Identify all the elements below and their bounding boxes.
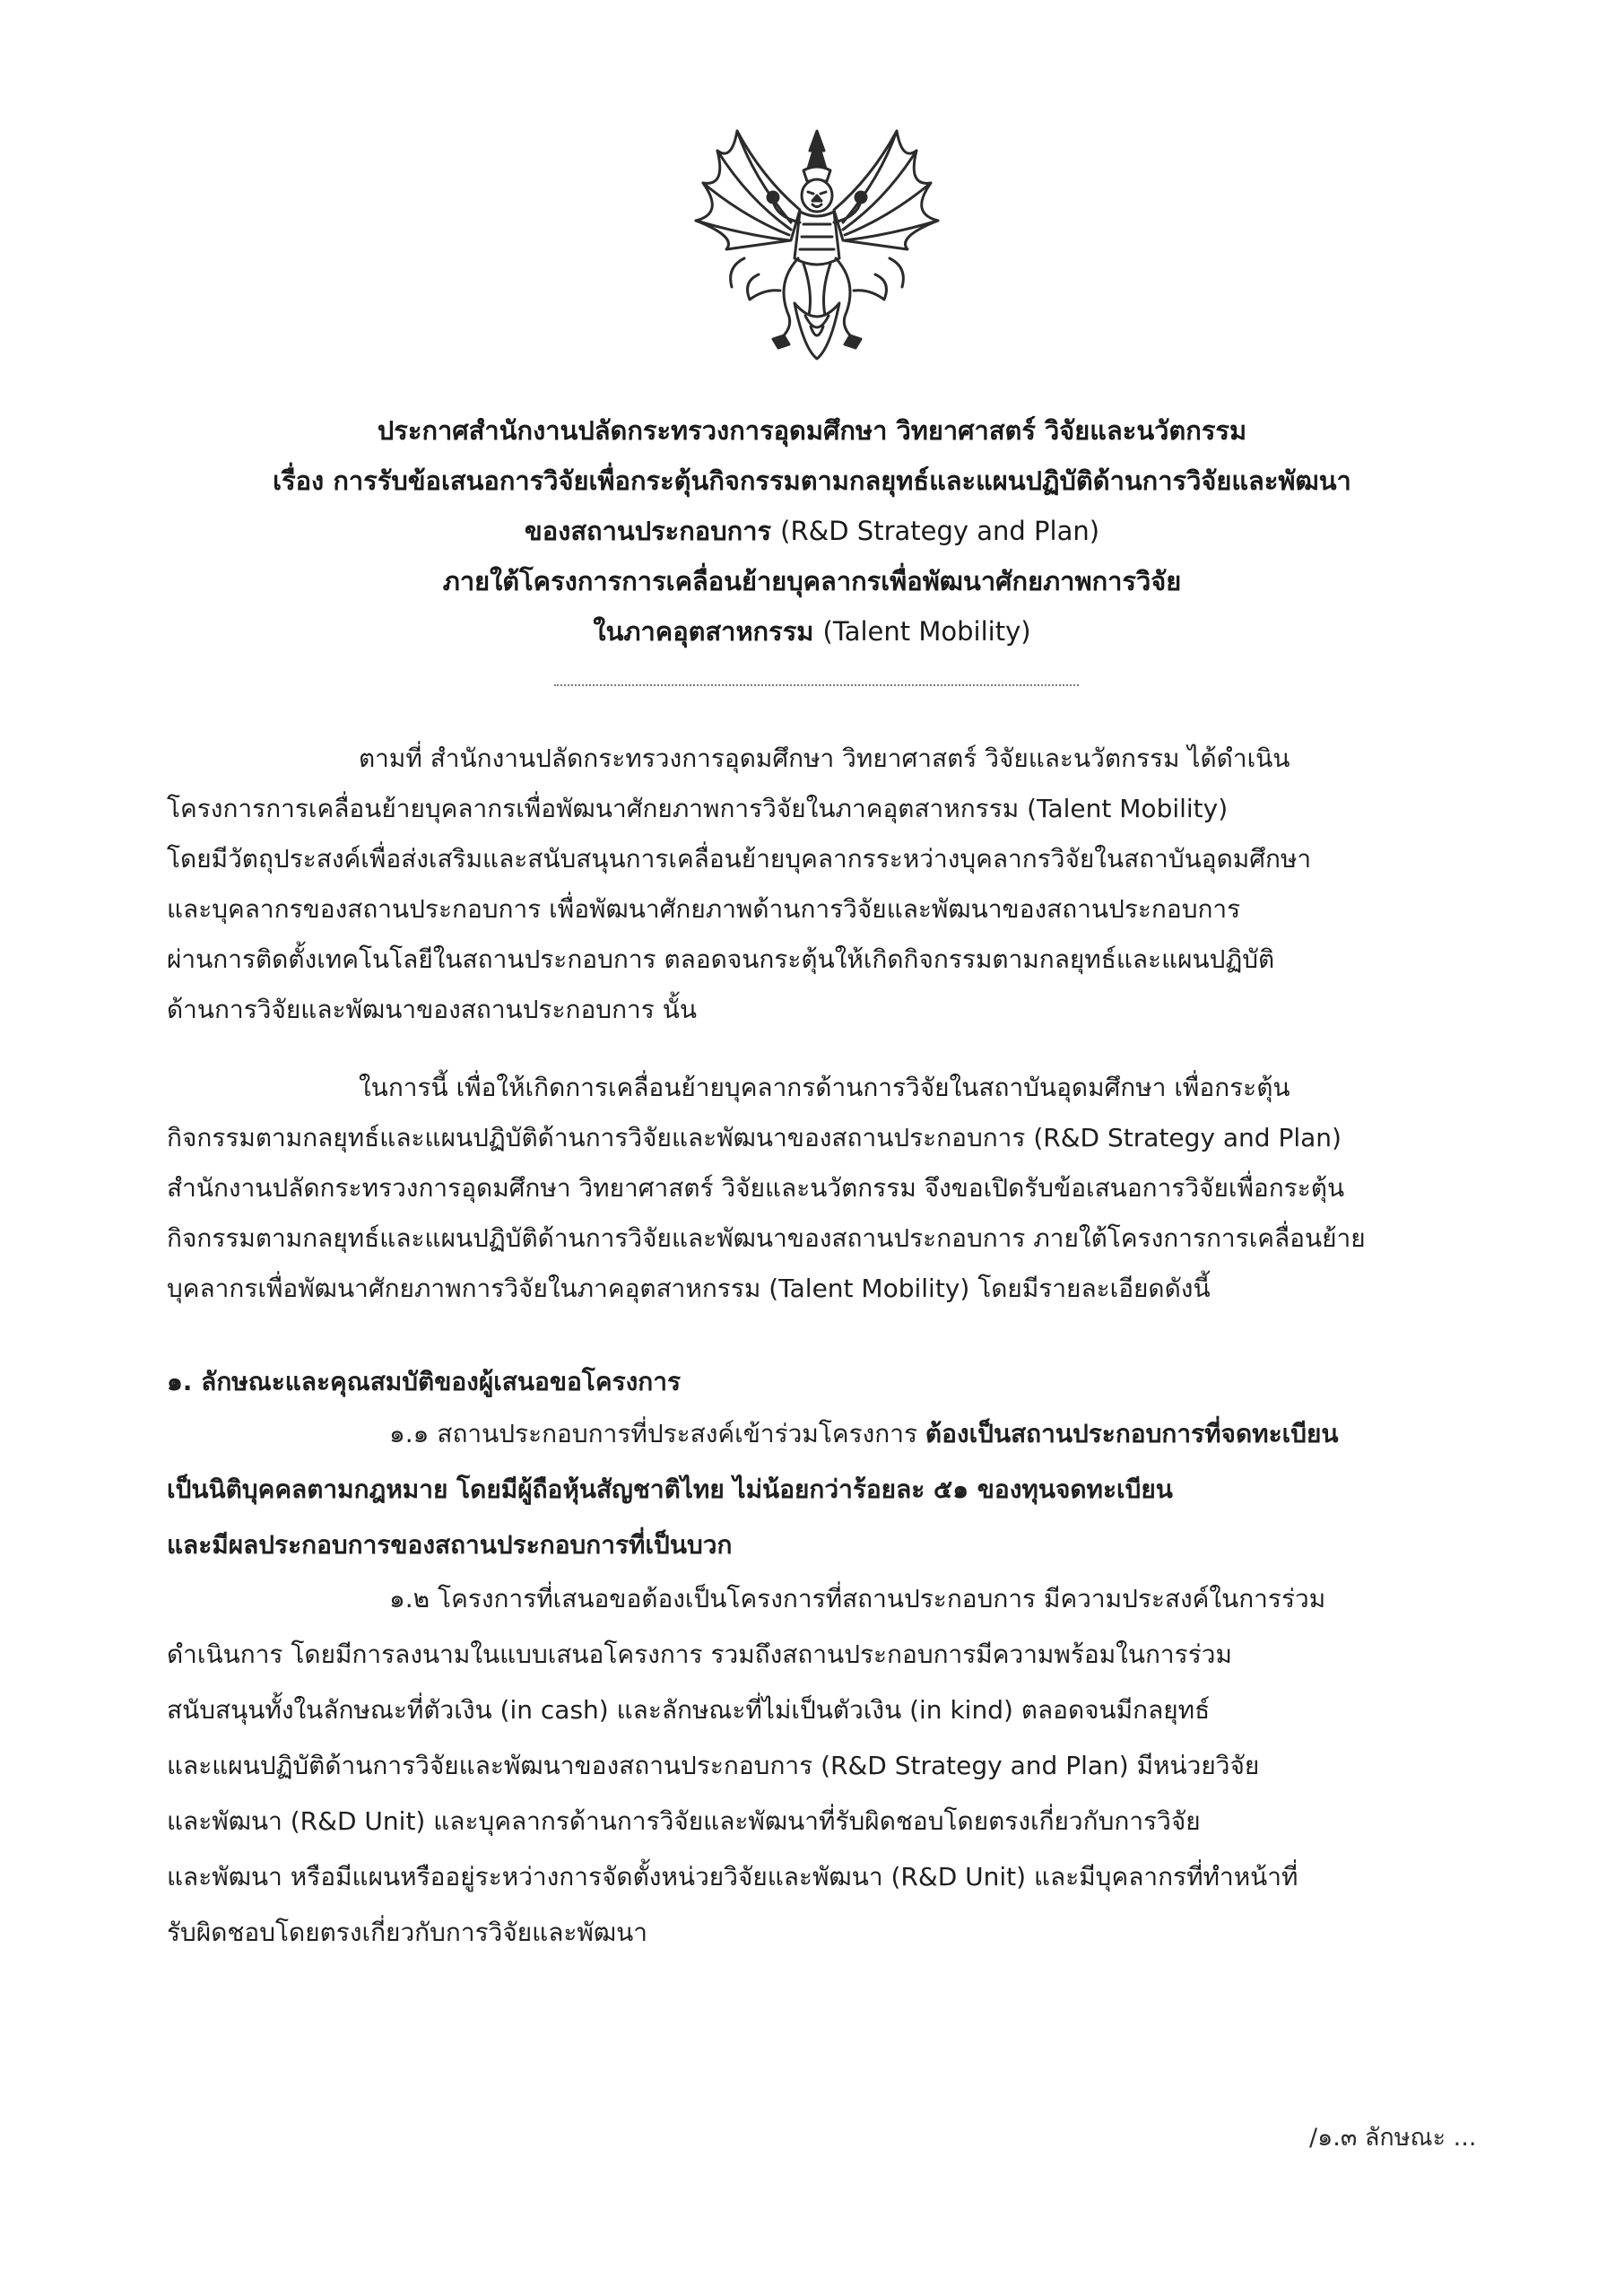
paragraph-1-line: โครงการการเคลื่อนย้ายบุคลากรเพื่อพัฒนาศักยภาพการวิจัยในภาคอุตสาหกรรม (Talent Mobility) — [167, 794, 1229, 823]
paragraph-1 — [167, 734, 1449, 1035]
section-1-2-line: ๑.๒ โครงการที่เสนอขอต้องเป็นโครงการที่สถานประกอบการ มีความประสงค์ในการร่วม — [389, 1584, 1326, 1613]
paragraph-1-line: ผ่านการติดตั้งเทคโนโลยีในสถานประกอบการ ตลอดจนกระตุ้นให้เกิดกิจกรรมตามกลยุทธ์และแผนปฏิบัติ — [167, 944, 1275, 974]
heading-line-1: ประกาศสำนักงานปลัดกระทรวงการอุดมศึกษา วิทยาศาสตร์ วิจัยและนวัตกรรม — [377, 415, 1247, 446]
heading-line-2: เรื่อง การรับข้อเสนอการวิจัยเพื่อกระตุ้นกิจกรรมตามกลยุทธ์และแผนปฏิบัติด้านการวิจัยและพัฒนา — [273, 465, 1351, 496]
section-1-title: ๑. ลักษณะและคุณสมบัติของผู้เสนอขอโครงการ — [167, 1367, 682, 1396]
heading-line-5-thai: ในภาคอุตสาหกรรม — [593, 616, 814, 647]
paragraph-2-line: บุคลากรเพื่อพัฒนาศักยภาพการวิจัยในภาคอุตสาหกรรม (Talent Mobility) โดยมีรายละเอียดดังนี้ — [167, 1274, 1211, 1303]
section-1-2-line: ดำเนินการ โดยมีการลงนามในแบบเสนอโครงการ รวมถึงสถานประกอบการมีความพร้อมในการร่วม — [167, 1639, 1232, 1669]
heading-line-5 — [224, 606, 1400, 657]
section-1-2-line: รับผิดชอบโดยตรงเกี่ยวกับการวิจัยและพัฒนา — [167, 1918, 648, 1947]
section-1-2-line: และแผนปฏิบัติด้านการวิจัยและพัฒนาของสถานประกอบการ (R&D Strategy and Plan) มีหน่วยวิจัย — [167, 1751, 1260, 1780]
heading-line-3 — [224, 506, 1400, 556]
heading-line-3-thai: ของสถานประกอบการ — [524, 516, 772, 546]
section-1-2-line: และพัฒนา (R&D Unit) และบุคลากรด้านการวิจัยและพัฒนาที่รับผิดชอบโดยตรงเกี่ยวกับการวิจัย — [167, 1806, 1201, 1836]
paragraph-1-line: และบุคลากรของสถานประกอบการ เพื่อพัฒนาศักยภาพด้านการวิจัยและพัฒนาของสถานประกอบการ — [167, 894, 1241, 924]
section-1-2-line: และพัฒนา หรือมีแผนหรืออยู่ระหว่างการจัดตั้งหน่วยวิจัยและพัฒนา (R&D Unit) และมีบุคลากรที่ทำหน้าที่ — [167, 1862, 1298, 1892]
section-1-1 — [167, 1406, 1449, 1573]
page-continuation: /๑.๓ ลักษณะ ... — [1309, 2124, 1477, 2152]
paragraph-2-line: กิจกรรมตามกลยุทธ์และแผนปฏิบัติด้านการวิจัยและพัฒนาของสถานประกอบการ ภายใต้โครงการการเคลื่อนย้าย — [167, 1223, 1366, 1253]
heading-line-4: ภายใต้โครงการการเคลื่อนย้ายบุคลากรเพื่อพัฒนาศักยภาพการวิจัย — [442, 566, 1182, 596]
garuda-emblem-icon — [690, 124, 943, 364]
heading-divider — [554, 684, 1079, 686]
paragraph-1-line: ตามที่ สำนักงานปลัดกระทรวงการอุดมศึกษา วิทยาศาสตร์ วิจัยและนวัตกรรม ได้ดำเนิน — [359, 744, 1290, 773]
section-1-2 — [167, 1571, 1449, 1961]
heading-line-5-latin: (Talent Mobility) — [822, 616, 1031, 647]
paragraph-1-line: โดยมีวัตถุประสงค์เพื่อส่งเสริมและสนับสนุนการเคลื่อนย้ายบุคลากรระหว่างบุคลากรวิจัยในสถาบันอุดมศึกษา — [167, 844, 1312, 874]
paragraph-2-line: สำนักงานปลัดกระทรวงการอุดมศึกษา วิทยาศาสตร์ วิจัยและนวัตกรรม จึงขอเปิดรับข้อเสนอการวิจัยเพื่อกระตุ้น — [167, 1173, 1345, 1203]
paragraph-2-line: ในการนี้ เพื่อให้เกิดการเคลื่อนย้ายบุคลากรด้านการวิจัยในสถาบันอุดมศึกษา เพื่อกระตุ้น — [359, 1073, 1290, 1102]
section-1-1-line — [167, 1406, 1449, 1462]
announcement-heading — [224, 405, 1400, 657]
paragraph-2 — [167, 1063, 1449, 1314]
section-1-1-line: และมีผลประกอบการของสถานประกอบการที่เป็นบวก — [167, 1530, 733, 1560]
section-1-1-plain: ๑.๑ สถานประกอบการที่ประสงค์เข้าร่วมโครงการ — [389, 1419, 918, 1448]
section-1-1-bold: ต้องเป็นสถานประกอบการที่จดทะเบียน — [925, 1419, 1339, 1448]
paragraph-1-line: ด้านการวิจัยและพัฒนาของสถานประกอบการ นั้น — [167, 995, 697, 1024]
heading-line-3-latin: (R&D Strategy and Plan) — [780, 516, 1100, 546]
section-1-1-line: เป็นนิติบุคคลตามกฎหมาย โดยมีผู้ถือหุ้นสัญชาติไทย ไม่น้อยกว่าร้อยละ ๕๑ ของทุนจดทะเบียน — [167, 1474, 1173, 1504]
section-1-2-line: สนับสนุนทั้งในลักษณะที่ตัวเงิน (in cash) และลักษณะที่ไม่เป็นตัวเงิน (in kind) ตลอดจนมีกลยุทธ์ — [167, 1695, 1211, 1725]
paragraph-2-line: กิจกรรมตามกลยุทธ์และแผนปฏิบัติด้านการวิจัยและพัฒนาของสถานประกอบการ (R&D Strategy and Plan) — [167, 1123, 1342, 1152]
